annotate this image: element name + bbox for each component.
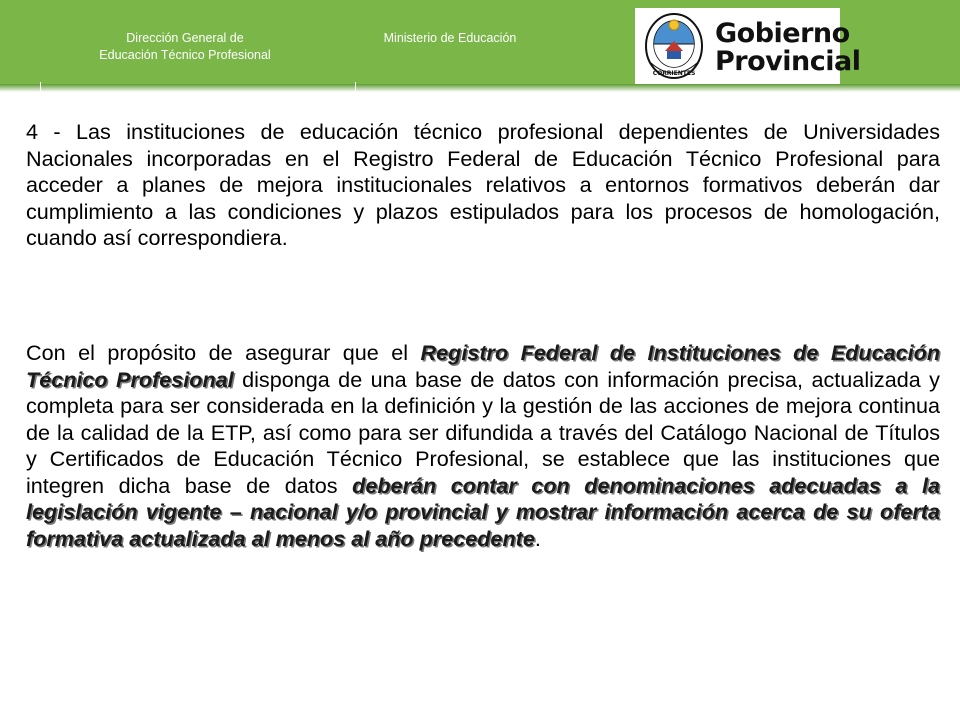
department-line-2: Educación Técnico Profesional: [99, 48, 271, 62]
logo-gobierno: Gobierno: [715, 18, 850, 49]
paragraph-2-end: .: [534, 525, 541, 551]
paragraph-2-text: disponga de una base de datos con información precisa, actualizada y completa para ser considerada en la definición y la gestión de las acciones de mejora continua de la calidad de la ETP, así como para ser difundida a través del Catálogo Nacional de Títulos y Certificados de Educación Técnico Profesional, se establece que las instituciones que integren dicha base de datos: [26, 366, 940, 498]
province-seal-icon: [643, 11, 705, 81]
department-label: [60, 30, 310, 64]
ministry-label: Ministerio de Educación: [383, 31, 517, 45]
header-shadow: [0, 84, 960, 92]
seal-text: CORRIENTES: [652, 70, 696, 77]
paragraph-1: 4 - Las instituciones de educación técnico profesional dependientes de Universidades Nacionales incorporadas en el Registro Federal de Educación Técnico Profesional para acceder a planes de mejora institucionales relativos a entornos formativos deberán dar cumplimiento a las condiciones y plazos estipulados para los procesos de homologación, cuando así correspondiera.: [26, 119, 940, 250]
header-divider-tick: [355, 82, 356, 92]
department-line-1: Dirección General de: [126, 31, 244, 45]
logo-provincial: Provincial: [715, 46, 861, 77]
paragraph-2-text: Con el propósito de asegurar que el: [26, 340, 421, 365]
header-divider-tick: [40, 82, 41, 92]
paragraph-2: [26, 340, 940, 552]
requirement-emphasis: deberán contar con denominaciones adecuadas a la legislación vigente – nacional y/o provincial y mostrar información acerca de su oferta formativa actualizada al menos al año precedente: [26, 472, 940, 551]
government-logo: [635, 8, 861, 84]
header-band: [0, 0, 960, 90]
registry-name-emphasis: Registro Federal de Instituciones de Educación Técnico Profesional: [26, 340, 941, 392]
